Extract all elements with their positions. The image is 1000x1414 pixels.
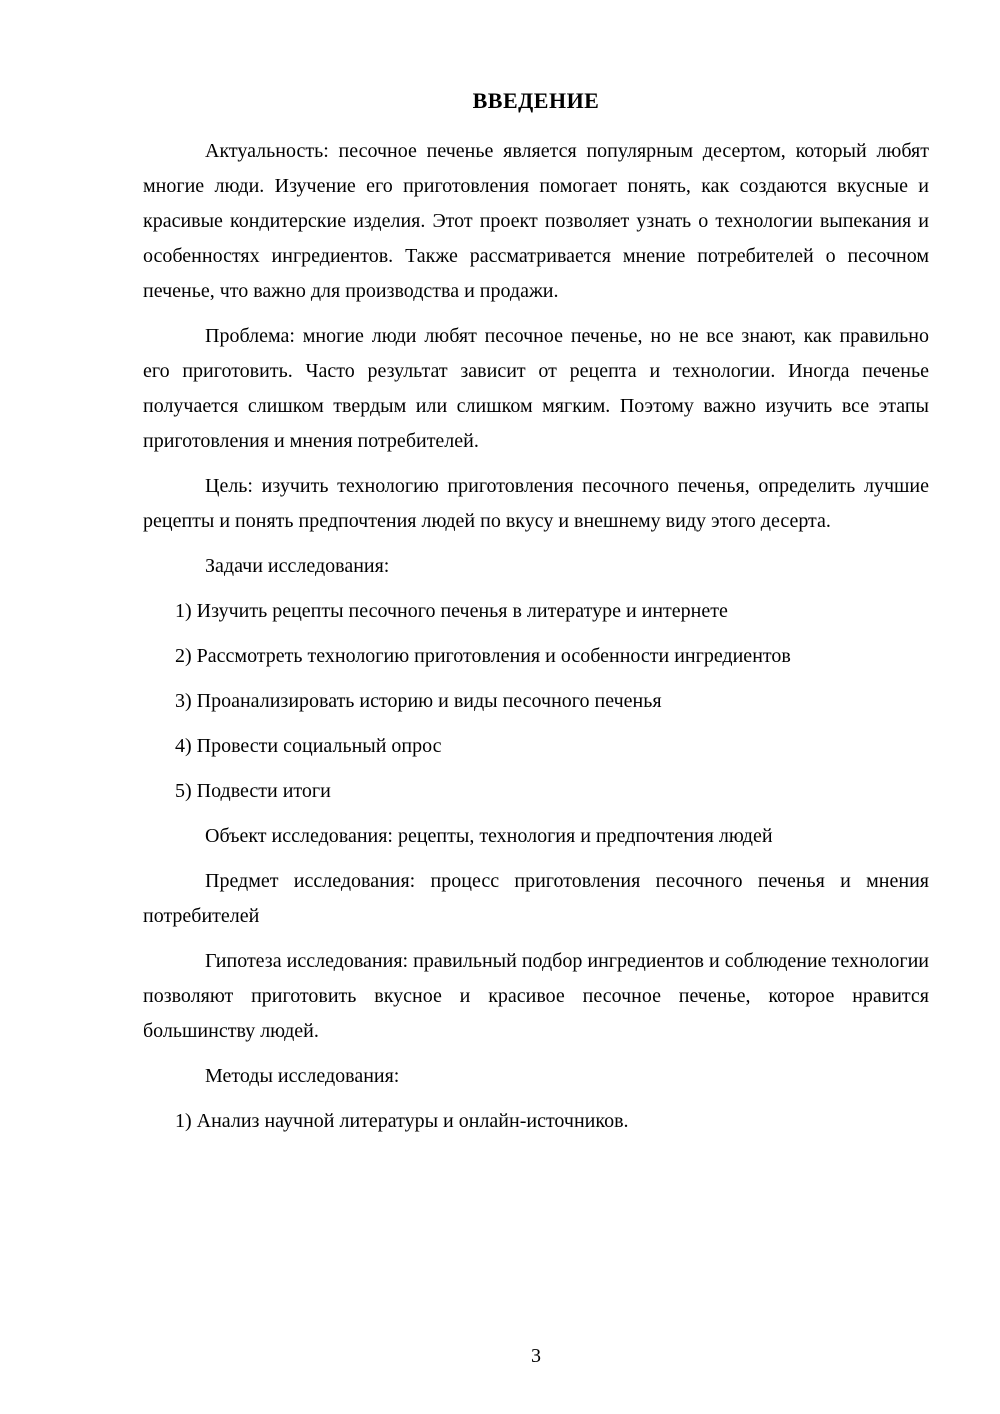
task-item-5: 5) Подвести итоги (175, 780, 331, 802)
document-title: ВВЕДЕНИЕ (472, 88, 600, 113)
paragraph-goal: Цель: изучить технологию приготовления песочного печенья, определить лучшие рецепты и понять предпочтения людей по вкусу и внешнему виду этого десерта. (143, 475, 929, 532)
task-item-1: 1) Изучить рецепты песочного печенья в литературе и интернете (175, 600, 728, 622)
paragraph-object: Объект исследования: рецепты, технология и предпочтения людей (205, 825, 773, 847)
task-item-2: 2) Рассмотреть технологию приготовления и особенности ингредиентов (175, 645, 791, 667)
tasks-heading: Задачи исследования: (205, 555, 390, 577)
method-item-1: 1) Анализ научной литературы и онлайн-источников. (175, 1110, 629, 1132)
paragraph-relevance: Актуальность: песочное печенье является популярным десертом, который любят многие люди. Изучение его приготовления помогает понять, как создаются вкусные и красивые кондитерские изделия. Этот проект позволяет узнать о технологии выпекания и особенностях ингредиентов. Также рассматривается мнение потребителей о песочном печенье, что важно для производства и продажи. (143, 140, 929, 302)
page-number: 3 (531, 1345, 541, 1367)
paragraph-problem: Проблема: многие люди любят песочное печенье, но не все знают, как правильно его приготовить. Часто результат зависит от рецепта и технологии. Иногда печенье получается слишком твердым или слишком мягким. Поэтому важно изучить все этапы приготовления и мнения потребителей. (143, 325, 929, 452)
paragraph-hypothesis: Гипотеза исследования: правильный подбор ингредиентов и соблюдение технологии позволяют приготовить вкусное и красивое песочное печенье, которое нравится большинству людей. (143, 950, 929, 1042)
methods-heading: Методы исследования: (205, 1065, 400, 1087)
task-item-3: 3) Проанализировать историю и виды песочного печенья (175, 690, 662, 712)
paragraph-subject: Предмет исследования: процесс приготовления песочного печенья и мнения потребителей (143, 870, 929, 927)
task-item-4: 4) Провести социальный опрос (175, 735, 442, 757)
